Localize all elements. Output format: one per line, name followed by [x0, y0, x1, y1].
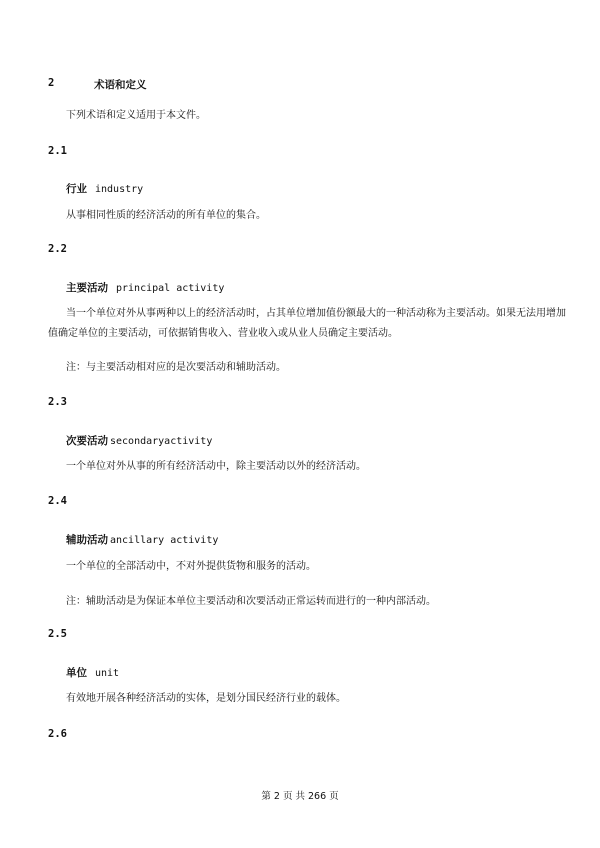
section-title: 术语和定义 [94, 79, 147, 91]
term-heading [66, 177, 143, 196]
term-definition: 当一个单位对外从事两种以上的经济活动时，占其单位增加值份额最大的一种活动称为主要活动。如果无法用增加值确定单位的主要活动，可依据销售收入、营业收入或从业人员确定主要活动。 [48, 308, 566, 339]
term-number: 2.1 [48, 145, 67, 157]
term-definition: 一个单位对外从事的所有经济活动中，除主要活动以外的经济活动。 [66, 461, 366, 472]
term-number: 2.3 [48, 396, 67, 408]
term-definition: 从事相同性质的经济活动的所有单位的集合。 [66, 210, 266, 221]
term-note: 注：与主要活动相对应的是次要活动和辅助活动。 [66, 362, 286, 373]
term-heading [66, 661, 119, 680]
term-heading [66, 528, 218, 547]
section-number: 2 [48, 77, 55, 89]
section-intro: 下列术语和定义适用于本文件。 [66, 110, 206, 121]
term-name-cn: 单位 [66, 667, 87, 679]
term-name-en: unit [95, 668, 120, 679]
term-heading [66, 429, 212, 448]
term-name-cn: 行业 [66, 183, 87, 195]
term-name-cn: 次要活动 [66, 435, 108, 447]
term-number: 2.5 [48, 628, 67, 640]
page-footer: 第 2 页 共 266 页 [261, 791, 339, 802]
term-name-en: ancillary activity [110, 535, 219, 546]
term-number: 2.6 [48, 728, 67, 740]
term-heading [66, 276, 224, 295]
term-name-cn: 主要活动 [66, 282, 108, 294]
term-definition: 有效地开展各种经济活动的实体，是划分国民经济行业的载体。 [66, 693, 346, 704]
term-name-en: secondaryactivity [110, 436, 213, 447]
term-note: 注：辅助活动是为保证本单位主要活动和次要活动正常运转而进行的一种内部活动。 [66, 596, 436, 607]
term-definition: 一个单位的全部活动中，不对外提供货物和服务的活动。 [66, 561, 316, 572]
term-name-cn: 辅助活动 [66, 534, 108, 546]
term-number: 2.4 [48, 495, 67, 507]
term-name-en: principal activity [116, 283, 225, 294]
term-number: 2.2 [48, 243, 67, 255]
term-name-en: industry [95, 184, 144, 195]
